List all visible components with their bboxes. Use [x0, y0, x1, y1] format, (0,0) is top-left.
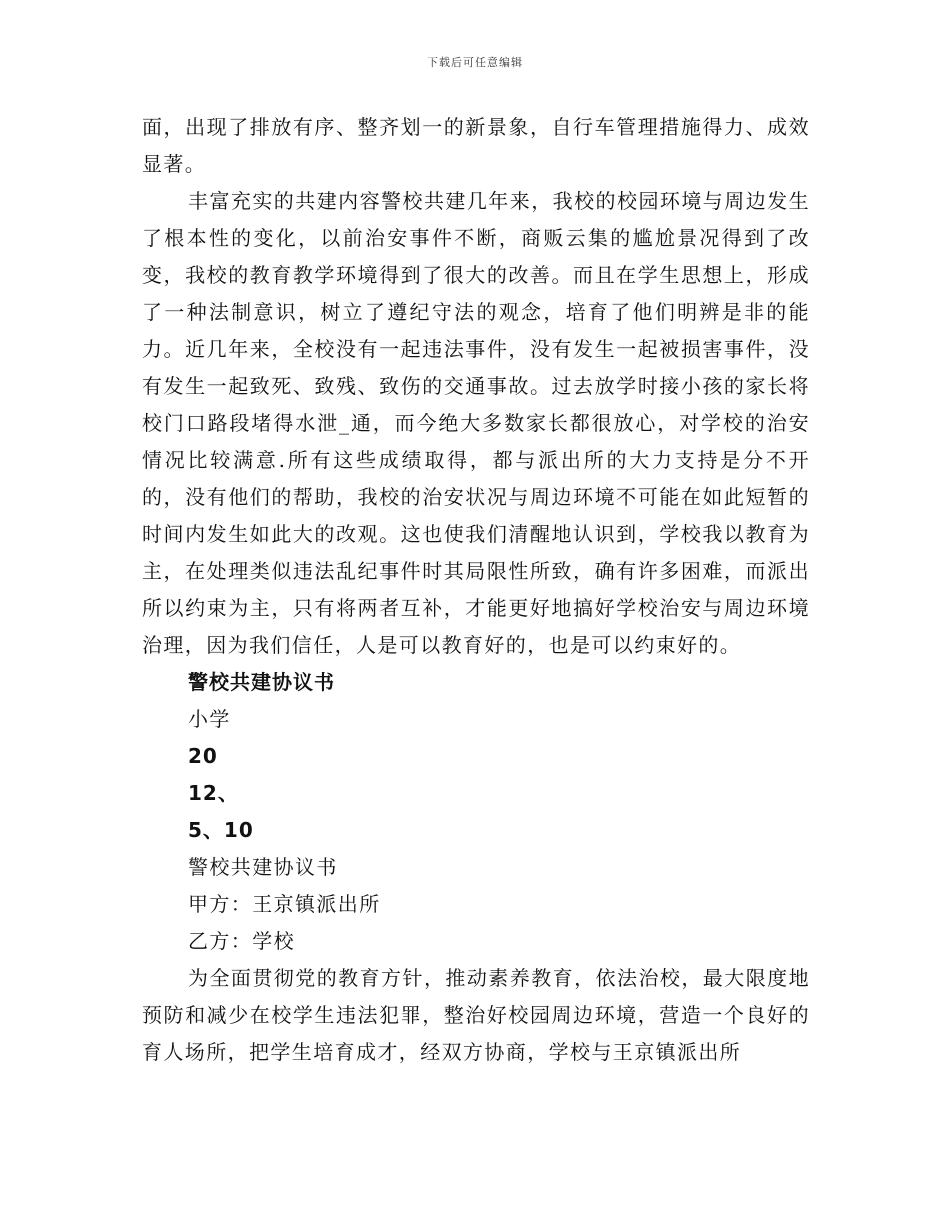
- page-header-note: 下载后可任意编辑: [427, 56, 523, 69]
- paragraph-purpose: 为全面贯彻党的教育方针，推动素养教育，依法治校，最大限度地预防和减少在校学生违法犯罪，整治好校园周边环境，营造一个良好的育人场所，把学生培育成才，经双方协商，学校与王京镇派出所: [142, 966, 810, 1064]
- paragraph-continuation: 面，出现了排放有序、整齐划一的新景象，自行车管理措施得力、成效显著。: [142, 115, 810, 176]
- date-line-day: 5、10: [188, 818, 254, 842]
- party-b: 乙方：学校: [188, 929, 295, 953]
- school-name: 小学: [188, 707, 231, 731]
- date-line-year: 20: [188, 744, 218, 768]
- date-line-month: 12、: [188, 781, 239, 805]
- party-a: 甲方：王京镇派出所: [188, 892, 381, 916]
- paragraph-achievements: 丰富充实的共建内容警校共建几年来，我校的校园环境与周边发生了根本性的变化，以前治安事件不断，商贩云集的尴尬景况得到了改变，我校的教育教学环境得到了很大的改善。而且在学生思想上，形成了一种法制意识，树立了遵纪守法的观念，培育了他们明辨是非的能力。近几年来，全校没有一起违法事件，没有发生一起被损害事件，没有发生一起致死、致残、致伤的交通事故。过去放学时接小孩的家长将校门口路段堵得水泄_通，而今绝大多数家长都很放心，对学校的治安情况比较满意.所有这些成绩取得，都与派出所的大力支持是分不开的，没有他们的帮助，我校的治安状况与周边环境不可能在如此短暂的时间内发生如此大的改观。这也使我们清醒地认识到，学校我以教育为主，在处理类似违法乱纪事件时其局限性所致，确有许多困难，而派出所以约束为主，只有将两者互补，才能更好地搞好学校治安与周边环境治理，因为我们信任，人是可以教育好的，也是可以约束好的。: [142, 189, 810, 657]
- section-title: 警校共建协议书: [188, 670, 335, 694]
- agreement-title: 警校共建协议书: [188, 855, 338, 879]
- document-body: [142, 109, 810, 1071]
